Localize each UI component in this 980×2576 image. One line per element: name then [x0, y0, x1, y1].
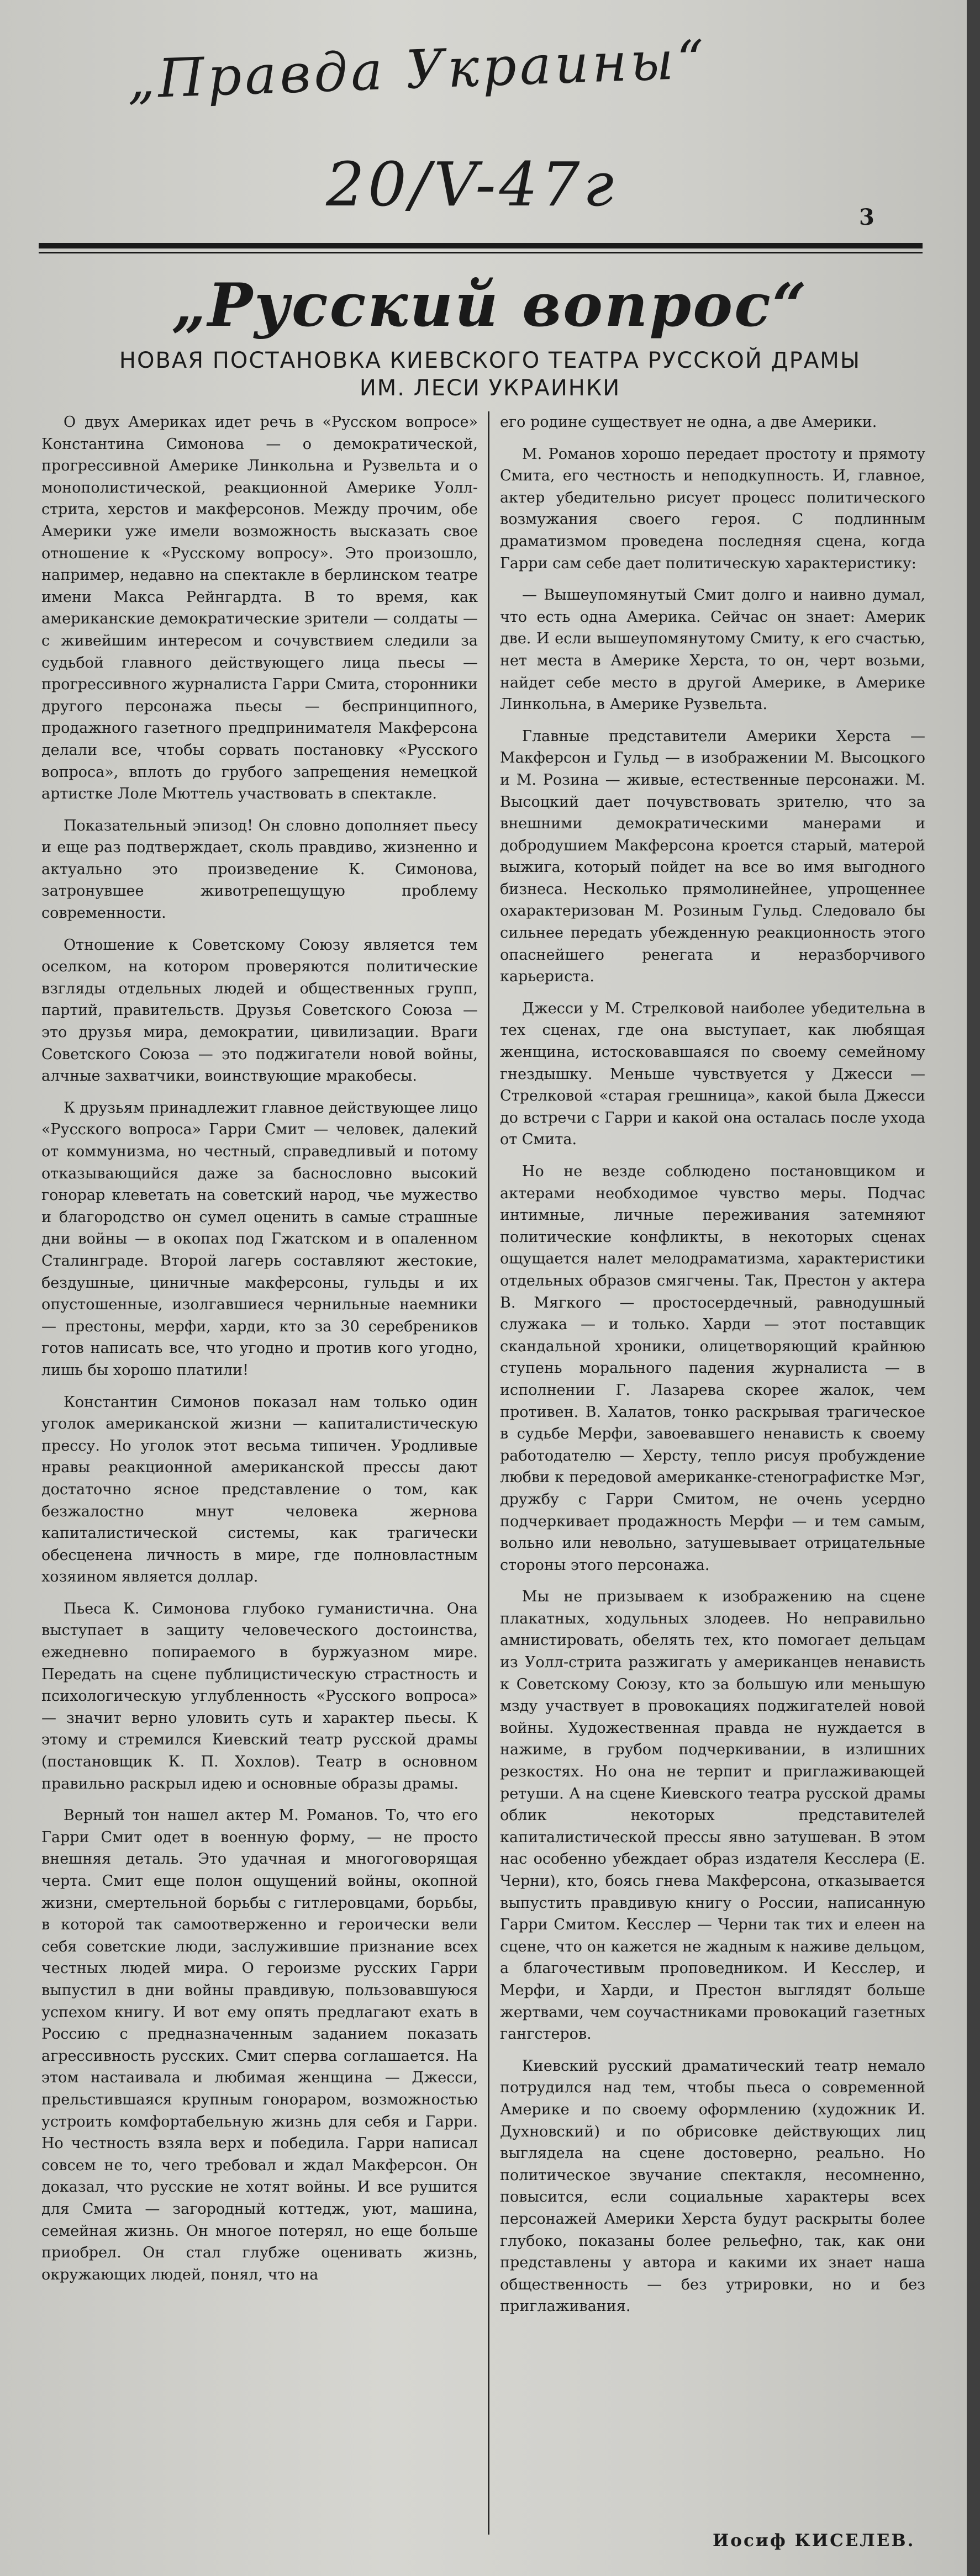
handwritten-source: „Правда Украины“	[126, 28, 708, 111]
header-rule-thin	[39, 252, 923, 253]
paragraph: Константин Симонов показал нам только один уголок американской жизни — капиталистическую прессу. Но уголок этот весьма типичен. Уродливые нравы реакционной американской прессы дают достаточно ясное представление о том, как безжалостно мнут человека жернова капиталистической системы, как трагически обесценена личность в мире, где полновластным хозяином является доллар.	[41, 1393, 478, 1586]
header-rule-thick	[39, 243, 923, 248]
paragraph: Но не везде соблюдено постановщиком и актерами необходимое чувство меры. Подчас интимные, личные переживания затемняют политические конфликты, в некоторых сценах ощущается налет мелодраматизма, характеристики отдельных образов смягчены. Так, Престон у актера В. Мягкого — простосердечный, равнодушный служака — и только. Харди — этот поставщик скандальной хроники, олицетворяющий крайнюю ступень морального падения журналиста — в исполнении Г. Лазарева скорее жалок, чем противен. В. Халатов, тонко раскрывая трагическое в судьбе Мерфи, завоевавшего ненависть к своему работодателю — Херсту, тепло рисуя пробуждение любви к передовой американке-стенографистке Мэг, дружбу с Гарри Смитом, не очень усердно подчеркивает продажность Мерфи — и тем самым, вольно или невольно, затушевывает отрицательные стороны этого персонажа.	[500, 1163, 925, 1574]
article-subheadline-line1: НОВАЯ ПОСТАНОВКА КИЕВСКОГО ТЕАТРА РУССКОЙ ДРАМЫ	[119, 348, 861, 373]
article-subheadline-line2: ИМ. ЛЕСИ УКРАИНКИ	[359, 375, 621, 401]
article-column-right	[500, 411, 925, 2535]
paragraph: Главные представители Америки Херста — Макферсон и Гульд — в изображении М. Высоцкого и М. Розина — живые, естественные персонажи. М. Высоцкий дает почувствовать зрителю, что за внешними демократическими манерами и добродушием Макферсона кроется старый, матерой выжига, который пойдет на все во имя выгодного бизнеса. Несколько прямолинейнее, упрощеннее охарактеризован М. Розиным Гульд. Следовало бы сильнее передать убежденную реакционность этого опаснейшего ренегата и неразборчивого карьериста.	[500, 727, 925, 986]
article-headline: „Русский вопрос“	[171, 271, 809, 340]
paragraph: Киевский русский драматический театр немало потрудился над тем, чтобы пьеса о современной Америке и по своему оформлению (художник И. Духновский) и по обрисовке действующих лиц выглядела на сцене достоверно, реально. Но политическое звучание спектакля, несомненно, повысится, если социальные характеры всех персонажей Америки Херста будут раскрыты более глубоко, показаны более рельефно, так, как они представлены у автора и какими их знает наша общественность — без утрировки, но и без приглаживания.	[500, 2057, 925, 2315]
paragraph: Пьеса К. Симонова глубоко гуманистична. Она выступает в защиту человеческого достоинства, ежедневно попираемого в буржуазном мире. Передать на сцене публицистическую страстность и психологическую углубленность «Русского вопроса» — значит верно уловить суть и характер пьесы. К этому и стремился Киевский театр русской драмы (постановщик К. П. Хохлов). Театр в основном правильно раскрыл идею и основные образы драмы.	[41, 1600, 478, 1792]
paragraph: его родине существует не одна, а две Америки.	[500, 414, 877, 431]
paragraph: Джесси у М. Стрелковой наиболее убедительна в тех сценах, где она выступает, как любящая женщина, истосковавшаяся по своему семейному гнездышку. Меньше чувствуется у Джесси — Стрелковой «старая грешница», какой была Джесси до встречи с Гарри и какой она осталась после ухода от Смита.	[500, 999, 925, 1149]
paragraph: М. Романов хорошо передает простоту и прямоту Смита, его честность и неподкупность. И, главное, актер убедительно рисует процесс политического возмужания своего героя. С подлинным драматизмом проведена последняя сцена, когда Гарри сам себе дает политическую характеристику:	[500, 445, 925, 572]
page-number: 3	[859, 204, 874, 230]
paragraph: Мы не призываем к изображению на сцене плакатных, ходульных злодеев. Но неправильно амнистировать, обелять тех, кто помогает дельцам из Уолл-стрита разжигать у американцев ненависть к Советскому Союзу, кто за большую или меньшую мзду участвует в провокациях поджигателей новой войны. Художественная правда не нуждается в нажиме, в грубом подчеркивании, в излишних резкостях. Но она не терпит и приглаживающей ретуши. А на сцене Киевского театра русской драмы облик некоторых представителей капиталистической прессы явно затушеван. В этом нас особенно убеждает образ издателя Кесслера (Е. Черни), кто, боясь гнева Макферсона, отказывается выпустить правдивую книгу о России, написанную Гарри Смитом. Кесслер — Черни так тих и елеен на сцене, что он кажется не жадным к наживе дельцом, а благочестивым проповедником. И Кесслер, и Мерфи, и Харди, и Престон выглядят больше жертвами, чем соучастниками провокаций газетных гангстеров.	[500, 1588, 925, 2043]
paragraph: О двух Америках идет речь в «Русском вопросе» Константина Симонова — о демократической, прогрессивной Америке Линкольна и Рузвельта и о монополистической, реакционной Америке Уолл-стрита, херстов и макферсонов. Между прочим, обе Америки уже имели возможность высказать свое отношение к «Русскому вопросу». Это произошло, например, недавно на спектакле в берлинском театре имени Макса Рейнгардта. В то время, как американские демократические зрители — солдаты — с живейшим интересом и сочувствием следили за судьбой главного действующего лица пьесы — прогрессивного журналиста Гарри Смита, сторонники другого персонажа пьесы — беспринципного, продажного газетного предпринимателя Макферсона делали все, чтобы сорвать постановку «Русского вопроса», вплоть до грубого запрещения немецкой артистке Лоле Мюттель участвовать в спектакле.	[41, 414, 478, 803]
paragraph: — Вышеупомянутый Смит долго и наивно думал, что есть одна Америка. Сейчас он знает: Америк две. И если вышеупомянутому Смиту, к его счастью, нет места в Америке Херста, то он, черт возьми, найдет себе место в другой Америке, в Америке Линкольна, в Америке Рузвельта.	[500, 586, 925, 713]
paragraph: Отношение к Советскому Союзу является тем оселком, на котором проверяются политические взгляды отдельных людей и общественных групп, партий, правительств. Друзья Советского Союза — это друзья мира, демократии, цивилизации. Враги Советского Союза — это поджигатели новой войны, алчные захватчики, воинствующие мракобесы.	[41, 936, 478, 1085]
article-author: Иосиф КИСЕЛЕВ.	[713, 2531, 915, 2551]
column-divider	[488, 411, 489, 2535]
article-column-left	[41, 411, 478, 2535]
paragraph: Показательный эпизод! Он словно дополняет пьесу и еще раз подтверждает, сколь правдиво, жизненно и актуально это произведение К. Симонова, затронувшее животрепещущую проблему современности.	[41, 817, 478, 922]
paragraph: Верный тон нашел актер М. Романов. То, что его Гарри Смит одет в военную форму, — не просто внешняя деталь. Это удачная и многоговорящая черта. Смит еще полон ощущений войны, окопной жизни, смертельной борьбы с гитлеровцами, борьбы, в которой так самоотверженно и героически вели себя советские люди, заслужившие признание всех честных людей мира. О героизме русских Гарри выпустил в дни войны правдивую, пользовавшуюся успехом книгу. И вот ему опять предлагают ехать в Россию с предназначенным заданием показать агрессивность русских. Смит сперва соглашается. На этом настаивала и любимая женщина — Джесси, прельстившаяся крупным гонораром, возможностью устроить комфортабельную жизнь для себя и Гарри. Но честность взяла верх и победила. Гарри написал совсем не то, чего требовал и ждал Макферсон. Он доказал, что русские не хотят войны. И все рушится для Смита — загородный коттедж, уют, машина, семейная жизнь. Он многое потерял, но еще больше приобрел. Он стал глубже оценивать жизнь, окружающих людей, понял, что на	[41, 1807, 478, 2283]
paragraph: К друзьям принадлежит главное действующее лицо «Русского вопроса» Гарри Смит — человек, далекий от коммунизма, но честный, справедливый и потому отказывающийся даже за баснословно высокий гонорар клеветать на советский народ, чье мужество и благородство он сумел оценить в самые страшные дни войны — в окопах под Гжатском и в опаленном Сталинграде. Второй лагерь составляют жестокие, бездушные, циничные макферсоны, гульды и их опустошенные, изолгавшиеся чернильные наемники — престоны, мерфи, харди, кто за 30 серебреников готов написать все, что угодно и против кого угодно, лишь бы хорошо платили!	[41, 1099, 478, 1379]
handwritten-date: 20/V-47г	[326, 149, 618, 220]
